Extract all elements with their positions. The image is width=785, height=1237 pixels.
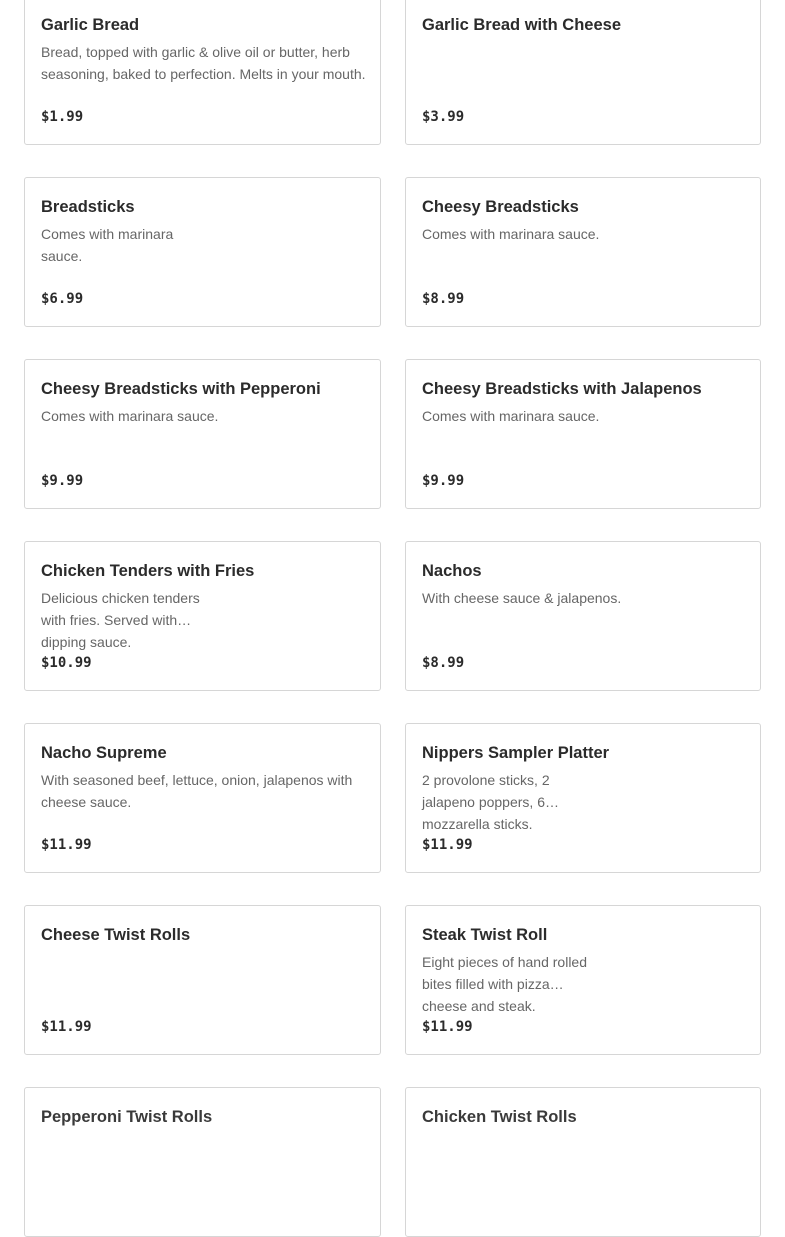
menu-item-card[interactable] xyxy=(405,723,761,873)
menu-item-name: Cheesy Breadsticks with Jalapenos xyxy=(422,380,702,398)
menu-item-price: $11.99 xyxy=(41,1019,92,1035)
menu-item-price: $11.99 xyxy=(41,837,92,853)
menu-item-name: Chicken Twist Rolls xyxy=(422,1108,577,1126)
menu-item-card[interactable] xyxy=(405,1087,761,1237)
menu-items-grid xyxy=(24,0,761,1237)
menu-item-card[interactable] xyxy=(24,0,381,145)
menu-item-price: $9.99 xyxy=(41,473,84,489)
menu-item-name: Nacho Supreme xyxy=(41,744,167,762)
menu-item-description: Comes with marinara sauce. xyxy=(41,226,174,264)
menu-item-card[interactable] xyxy=(405,177,761,327)
menu-item-card[interactable] xyxy=(24,359,381,509)
menu-item-name: Cheesy Breadsticks with Pepperoni xyxy=(41,380,321,398)
menu-item-description: Eight pieces of hand rolled bites filled with pizza cheese and steak. xyxy=(422,954,587,1014)
menu-item-price: $1.99 xyxy=(41,109,84,125)
menu-item-card[interactable] xyxy=(405,359,761,509)
menu-item-price: $11.99 xyxy=(422,837,473,853)
menu-item-description: Bread, topped with garlic & olive oil or butter, herb seasoning, baked to perfection. Melts in your mouth. xyxy=(41,44,366,82)
menu-item-name: Nippers Sampler Platter xyxy=(422,744,610,762)
menu-item-card[interactable] xyxy=(405,0,761,145)
menu-item-description: With cheese sauce & jalapenos. xyxy=(422,590,622,606)
menu-item-card[interactable] xyxy=(24,723,381,873)
menu-item-description: Comes with marinara sauce. xyxy=(422,408,600,424)
menu-item-name: Garlic Bread with Cheese xyxy=(422,16,621,34)
menu-item-description: With seasoned beef, lettuce, onion, jalapenos with cheese sauce. xyxy=(41,772,353,810)
menu-item-price: $11.99 xyxy=(422,1019,473,1035)
menu-item-card[interactable] xyxy=(24,541,381,691)
menu-item-description: 2 provolone sticks, 2 jalapeno poppers, 6 mozzarella sticks. xyxy=(422,772,550,832)
menu-item-name: Cheesy Breadsticks xyxy=(422,198,579,216)
menu-item-description: Delicious chicken tenders with fries. Served with dipping sauce. xyxy=(41,590,200,650)
menu-item-name: Chicken Tenders with Fries xyxy=(41,562,255,580)
menu-item-description: Comes with marinara sauce. xyxy=(41,408,219,424)
menu-item-price: $10.99 xyxy=(41,655,92,671)
menu-item-name: Breadsticks xyxy=(41,198,135,216)
menu-item-name: Pepperoni Twist Rolls xyxy=(41,1108,213,1126)
menu-item-card[interactable] xyxy=(24,1087,381,1237)
menu-item-price: $9.99 xyxy=(422,473,465,489)
menu-item-card[interactable] xyxy=(405,905,761,1055)
menu-item-card[interactable] xyxy=(24,177,381,327)
menu-item-name: Steak Twist Roll xyxy=(422,926,548,944)
menu-item-name: Garlic Bread xyxy=(41,16,140,34)
menu-item-name: Cheese Twist Rolls xyxy=(41,926,191,944)
menu-item-card[interactable] xyxy=(24,905,381,1055)
menu-item-price: $8.99 xyxy=(422,291,465,307)
menu-item-name: Nachos xyxy=(422,562,482,580)
menu-item-price: $3.99 xyxy=(422,109,465,125)
menu-item-price: $8.99 xyxy=(422,655,465,671)
menu-item-card[interactable] xyxy=(405,541,761,691)
menu-item-price: $6.99 xyxy=(41,291,84,307)
menu-item-description: Comes with marinara sauce. xyxy=(422,226,600,242)
